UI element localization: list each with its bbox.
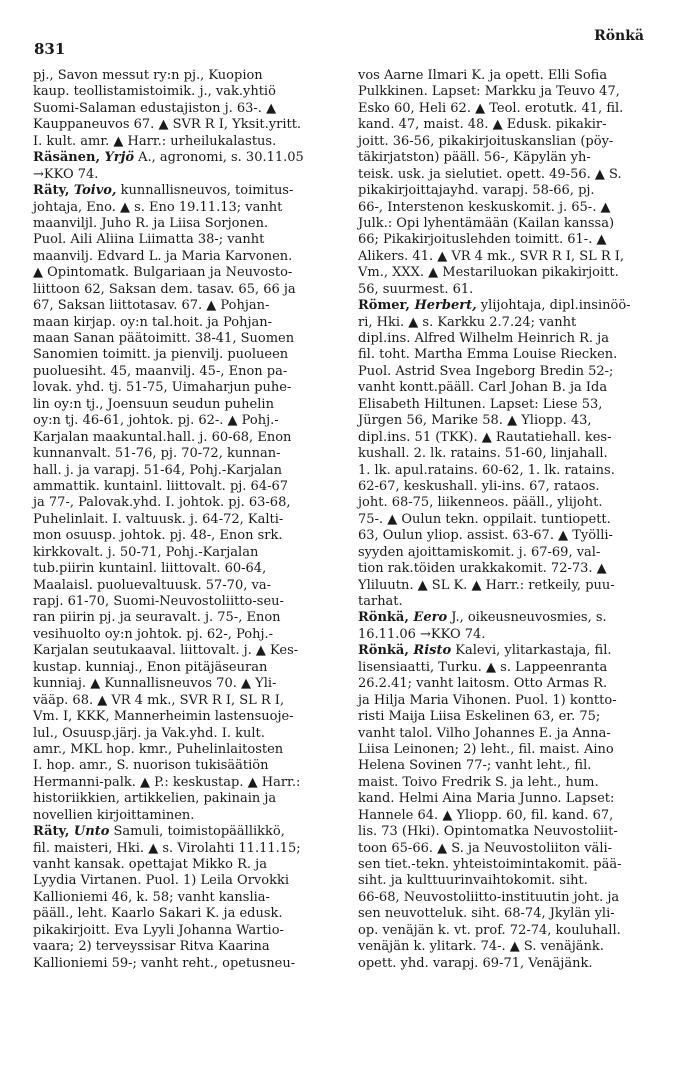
text-line: maan Sanan päätoimitt. 38-41, Suomen (33, 331, 295, 346)
text-line: 66-, Interstenon keskuskomit. j. 65-. ▲ (358, 199, 611, 215)
entry-name (33, 183, 116, 198)
text-line: 75-. ▲ Oulun tekn. oppilait. tuntiopett. (358, 511, 611, 527)
text-line: maanvilj. Edvard L. ja Maria Karvonen. (33, 248, 293, 264)
entry-text: A., agronomi, s. 30.11.05 (134, 150, 304, 166)
text-line: I. kult. amr. ▲ Harr.: urheilukalastus. (33, 133, 277, 149)
text-line: Esko 60, Heli 62. ▲ Teol. erotutk. 41, fil. (358, 100, 624, 116)
text-line: kirkkovalt. j. 50-71, Pohj.-Karjalan (33, 544, 259, 560)
text-line: kustap. kunniaj., Enon pitäjäseuran (33, 659, 268, 675)
text-line: maan kirjap. oy:n tal.hoit. ja Pohjan- (33, 314, 272, 330)
text-line: lovak. yhd. tj. 51-75, Uimaharjun puhe- (33, 380, 292, 396)
entry-heading-line (33, 150, 338, 166)
text-line: opett. yhd. varapj. 69-71, Venäjänk. (358, 955, 593, 971)
text-line: venäjän k. ylitark. 74-. ▲ S. venäjänk. (358, 939, 604, 955)
text-line: I. hop. amr., S. nuorison tukisäätiön (33, 758, 269, 774)
text-line: Karjalan maakuntal.hall. j. 60-68, Enon (33, 429, 292, 445)
entry-name (358, 610, 447, 625)
text-line: lul., Osuusp.järj. ja Vak.yhd. I. kult. (33, 725, 265, 741)
text-line: Puol. Astrid Svea Ingeborg Bredin 52-; (358, 363, 614, 379)
text-line: hall. j. ja varapj. 51-64, Pohj.-Karjalan (33, 462, 283, 478)
text-line: Jürgen 56, Marike 58. ▲ Yliopp. 43, (358, 413, 592, 429)
text-line: tub.piirin kuntainl. liittovalt. 60-64, (33, 561, 267, 577)
text-line: fil. toht. Martha Emma Louise Riecken. (358, 347, 618, 363)
text-line: Suomi-Salaman edustajiston j. 63-. ▲ (33, 100, 277, 116)
text-line: lisensiaatti, Turku. ▲ s. Lappeenranta (358, 659, 608, 675)
text-line: risti Maija Liisa Eskelinen 63, er. 75; (358, 709, 601, 725)
entry-given-name: Unto (73, 824, 110, 840)
text-line: 66; Pikakirjoituslehden toimitt. 61-. ▲ (358, 232, 607, 248)
entry-surname: Rönkä, (358, 610, 409, 626)
text-line: mon osuusp. johtok. pj. 48-, Enon srk. (33, 528, 283, 544)
text-line: teisk. usk. ja sielutiet. opett. 49-56. ▲ S. (358, 166, 622, 182)
text-line: lis. 73 (Hki). Opintomatka Neuvostoliit- (358, 824, 618, 840)
text-line: ▲ Opintomatk. Bulgariaan ja Neuvosto- (33, 265, 293, 281)
entry-given-name: Risto (413, 643, 452, 659)
text-line: 26.2.41; vanht laitosm. Otto Armas R. (358, 676, 608, 692)
text-line: liittoon 62, Saksan dem. tasav. 65, 66 ja (33, 281, 296, 297)
text-line: puoluesiht. 45, maanvilj. 45-, Enon pa- (33, 363, 288, 379)
text-line: maist. Toivo Fredrik S. ja leht., hum. (358, 774, 599, 790)
text-line: dipl.ins. Alfred Wilhelm Heinrich R. ja (358, 331, 609, 346)
entry-heading-line (358, 610, 663, 626)
entry-surname: Rönkä, (358, 643, 409, 659)
text-line: Kallioniemi 46, k. 58; vanht kanslia- (33, 889, 270, 905)
text-line: Yliluutn. ▲ SL K. ▲ Harr.: retkeily, puu- (358, 577, 615, 593)
text-line: ri, Hki. ▲ s. Karkku 2.7.24; vanht (358, 314, 577, 330)
text-line: ja Hilja Maria Vihonen. Puol. 1) kontto- (358, 692, 617, 708)
text-line: Karjalan seutukaaval. liittovalt. j. ▲ Kes- (33, 643, 299, 659)
text-line: 66-68, Neuvostoliitto-instituutin joht. ja (358, 889, 620, 905)
entry-heading-line (358, 643, 663, 659)
text-line: vanht talol. Vilho Johannes E. ja Anna- (358, 725, 611, 741)
text-line: historiikkien, artikkelien, pakinain ja (33, 791, 277, 807)
text-line: kushall. 2. lk. ratains. 51-60, linjahall. (358, 446, 608, 462)
text-line: vaara; 2) terveyssisar Ritva Kaarina (33, 939, 270, 955)
text-line: sen tiet.-tekn. yhteistoimintakomit. pää- (358, 857, 622, 872)
text-line: dipl.ins. 51 (TKK). ▲ Rautatiehall. kes- (358, 429, 612, 445)
text-line: op. venäjän k. vt. prof. 72-74, kouluhall. (358, 922, 621, 938)
text-line: Pulkkinen. Lapset: Markku ja Teuvo 47, (358, 84, 620, 100)
text-line: pikakirjoittajayhd. varapj. 58-66, pj. (358, 183, 595, 199)
text-line: Alikers. 41. ▲ VR 4 mk., SVR R I, SL R I, (358, 248, 625, 264)
entry-surname: Räsänen, (33, 150, 100, 166)
entry-heading-line (33, 824, 338, 840)
text-line: pj., Savon messut ry:n pj., Kuopion (33, 68, 263, 83)
text-line: joitt. 36-56, pikakirjoituskanslian (pöy- (358, 133, 614, 149)
text-line: Liisa Leinonen; 2) leht., fil. maist. Aino (358, 741, 614, 757)
text-line: ja 77-, Palovak.yhd. I. johtok. pj. 63-68, (33, 495, 291, 511)
entry-surname: Räty, (33, 824, 70, 840)
text-line: Vm. I, KKK, Mannerheimin lastensuoje- (33, 709, 294, 725)
text-line: Puhelinlait. I. valtuusk. j. 64-72, Kalti- (33, 511, 284, 527)
entry-surname: Römer, (358, 298, 410, 314)
text-line: amr., MKL hop. kmr., Puhelinlaitosten (33, 741, 284, 757)
page-number: 831 (34, 40, 66, 58)
text-line: lin oy:n tj., Joensuun seudun puhelin (33, 396, 274, 412)
text-line: 56, suurmest. 61. (358, 281, 474, 297)
text-line: kunnanvalt. 51-76, pj. 70-72, kunnan- (33, 446, 281, 462)
text-line: joht. 68-75, liikenneos. pääll., ylijoht. (358, 495, 603, 511)
text-line: Helena Sovinen 77-; vanht leht., fil. (358, 758, 592, 774)
text-line: fil. maisteri, Hki. ▲ s. Virolahti 11.11.15; (33, 840, 301, 856)
text-line: →KKO 74. (33, 166, 99, 182)
text-line: tion rak.töiden urakkakomit. 72-73. ▲ (358, 561, 607, 577)
text-line: toon 65-66. ▲ S. ja Neuvostoliiton väli- (358, 840, 613, 856)
left-column (33, 68, 338, 972)
entry-given-name: Yrjö (104, 150, 135, 166)
text-line: ran piirin pj. ja seuravalt. j. 75-, Enon (33, 610, 281, 626)
entry-text: Kalevi, ylitarkastaja, fil. (451, 643, 612, 659)
text-line: Hermanni-palk. ▲ P.: keskustap. ▲ Harr.: (33, 774, 301, 790)
text-line: sen neuvotteluk. siht. 68-74, Jkylän yli- (358, 906, 615, 922)
entry-text: J., oikeusneuvosmies, s. (447, 610, 607, 626)
text-line: kand. Helmi Aina Maria Junno. Lapset: (358, 791, 615, 807)
running-head: Rönkä (594, 28, 644, 44)
text-line: pikakirjoitt. Eva Lyyli Johanna Wartio- (33, 922, 284, 938)
text-line: vesihuolto oy:n johtok. pj. 62-, Pohj.- (33, 626, 274, 642)
entry-given-name: Toivo, (73, 183, 117, 199)
text-line: vanht kontt.pääll. Carl Johan B. ja Ida (358, 380, 608, 396)
text-line: Kauppaneuvos 67. ▲ SVR R I, Yksit.yritt. (33, 117, 302, 133)
text-line: johtaja, Eno. ▲ s. Eno 19.11.13; vanht (33, 199, 283, 215)
text-line: vos Aarne Ilmari K. ja opett. Elli Sofia (358, 68, 608, 83)
text-line: rapj. 61-70, Suomi-Neuvostoliitto-seu- (33, 594, 284, 609)
entry-name (33, 824, 109, 839)
entry-surname: Räty, (33, 183, 70, 199)
text-line: Sanomien toimitt. ja pienvilj. puolueen (33, 347, 289, 363)
text-line: oy:n tj. 46-61, johtok. pj. 62-. ▲ Pohj.- (33, 413, 279, 429)
text-line: pääll., leht. Kaarlo Sakari K. ja edusk. (33, 906, 283, 922)
entry-heading-line (33, 183, 338, 199)
text-line: vääp. 68. ▲ VR 4 mk., SVR R I, SL R I, (33, 692, 285, 708)
entry-name (33, 150, 134, 165)
text-line: kaup. teollistamistoimik. j., vak.yhtiö (33, 84, 276, 100)
right-column (358, 68, 663, 972)
entry-text: kunnallisneuvos, toimitus- (116, 183, 294, 199)
text-line: novellien kirjoittaminen. (33, 807, 195, 823)
text-line: Kallioniemi 59-; vanht reht., opetusneu- (33, 955, 296, 971)
entry-given-name: Herbert, (414, 298, 477, 314)
text-line: 16.11.06 →KKO 74. (358, 626, 486, 642)
text-line: 1. lk. apul.ratains. 60-62, 1. lk. ratains. (358, 462, 615, 478)
text-line: tarhat. (358, 594, 403, 609)
text-line: Hannele 64. ▲ Yliopp. 60, fil. kand. 67, (358, 807, 614, 823)
entry-given-name: Eero (413, 610, 448, 626)
entry-text: ylijohtaja, dipl.insinöö- (476, 298, 631, 314)
text-line: Lyydia Virtanen. Puol. 1) Leila Orvokki (33, 873, 289, 889)
text-line: täkirjatston) pääll. 56-, Käpylän yh- (358, 150, 591, 166)
entry-name (358, 298, 477, 313)
text-line: ammattik. kuntainl. liittovalt. pj. 64-67 (33, 478, 289, 494)
text-line: 63, Oulun yliop. assist. 63-67. ▲ Työlli- (358, 528, 613, 544)
entry-name (358, 643, 451, 658)
text-line: 62-67, keskushall. yli-ins. 67, rataos. (358, 478, 600, 494)
text-line: Julk.: Opi lyhentämään (Kailan kanssa) (358, 215, 615, 231)
text-line: Puol. Aili Aliina Liimatta 38-; vanht (33, 232, 265, 248)
text-line: kand. 47, maist. 48. ▲ Edusk. pikakir- (358, 117, 607, 133)
entry-heading-line (358, 298, 663, 314)
text-line: Maalaisl. puoluevaltuusk. 57-70, va- (33, 577, 271, 593)
text-line: kunniaj. ▲ Kunnallisneuvos 70. ▲ Yli- (33, 676, 277, 692)
text-line: Elisabeth Hiltunen. Lapset: Liese 53, (358, 396, 603, 412)
text-line: maanviljl. Juho R. ja Liisa Sorjonen. (33, 215, 269, 231)
entry-text: Samuli, toimistopäällikkö, (109, 824, 285, 840)
text-line: vanht kansak. opettajat Mikko R. ja (33, 857, 267, 872)
text-line: Vm., XXX. ▲ Mestariluokan pikakirjoitt. (358, 265, 619, 281)
text-line: siht. ja kulttuurinvaihtokomit. siht. (358, 873, 588, 889)
text-line: syyden ajoittamiskomit. j. 67-69, val- (358, 544, 601, 560)
text-line: 67, Saksan liittotasav. 67. ▲ Pohjan- (33, 298, 270, 314)
